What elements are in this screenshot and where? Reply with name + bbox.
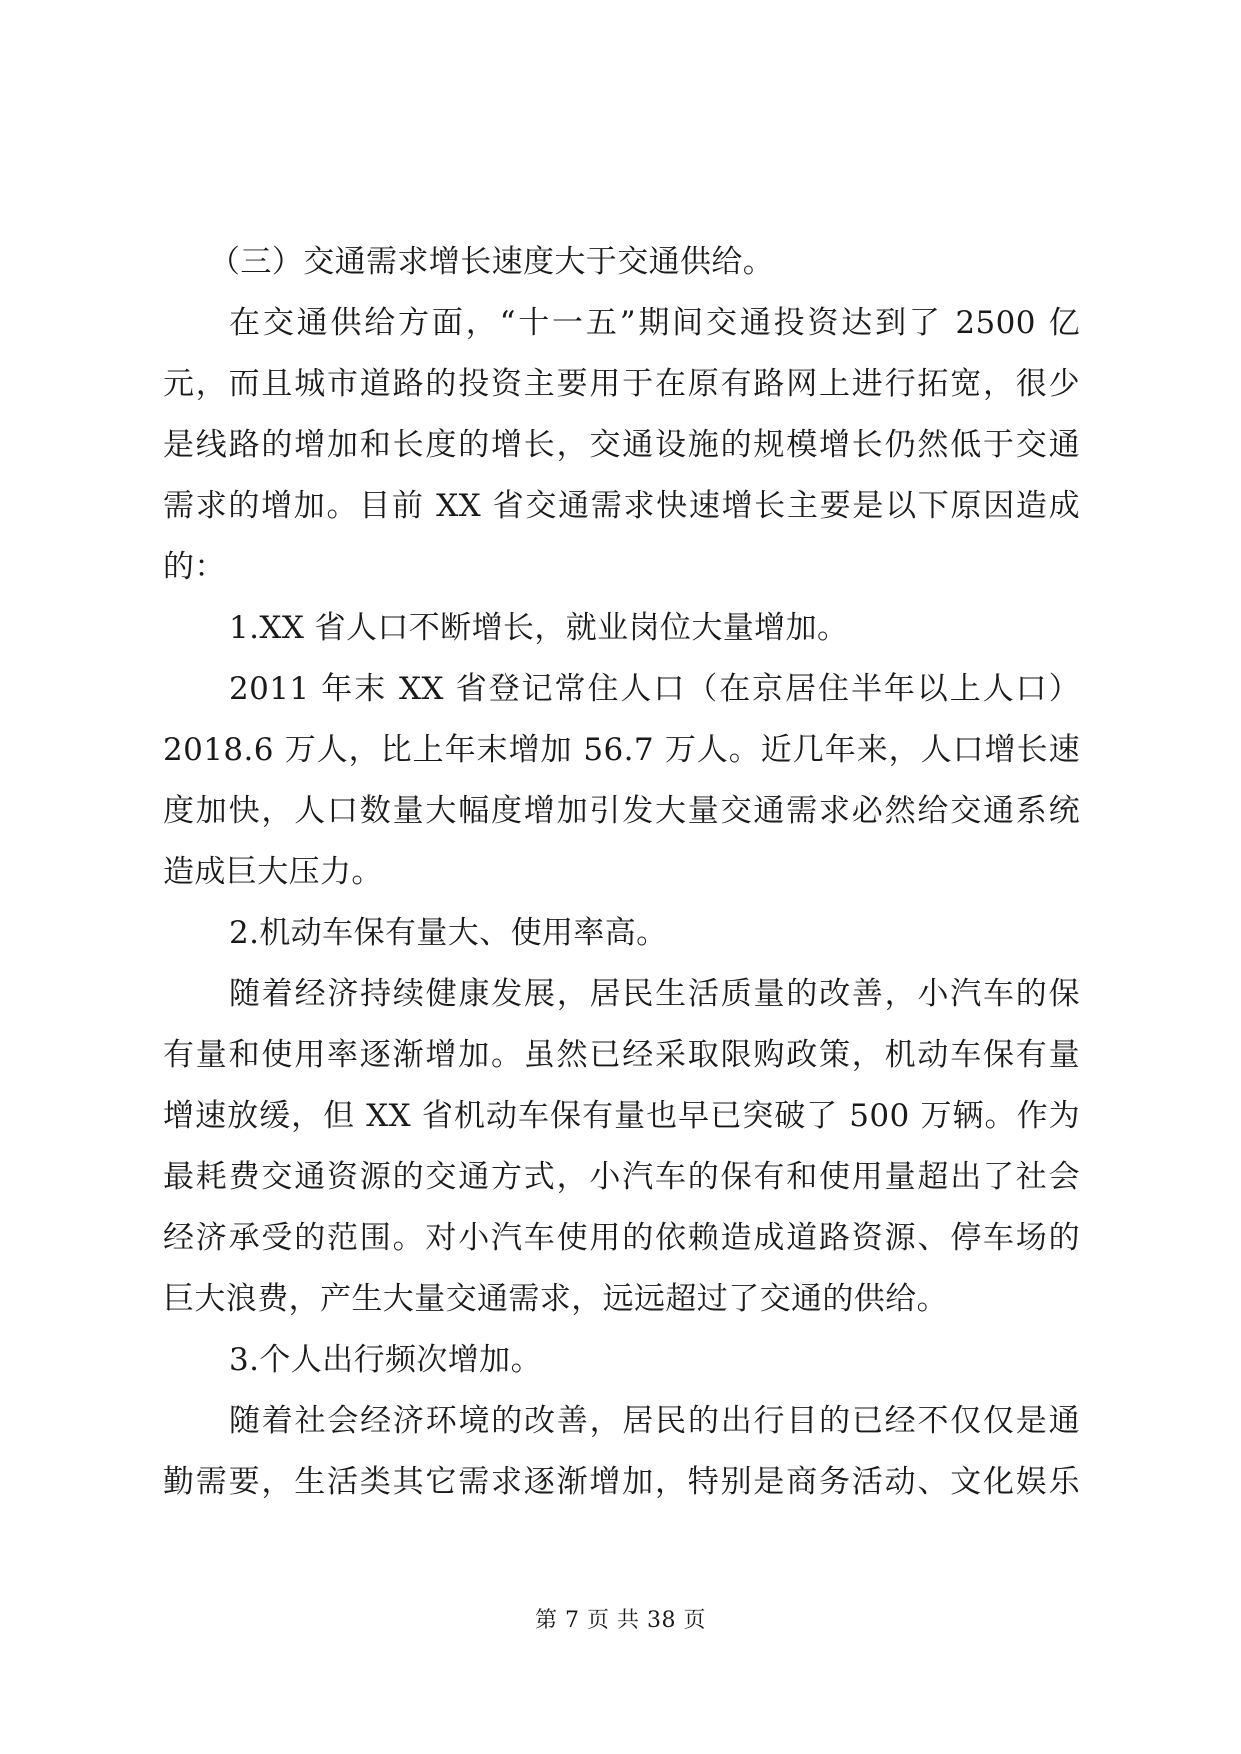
- paragraph-line: 1.XX 省人口不断增长，就业岗位大量增加。: [229, 610, 849, 646]
- paragraph-line: 经济承受的范围。对小汽车使用的依赖造成道路资源、停车场的: [163, 1220, 1080, 1256]
- paragraph-line: 的：: [163, 549, 226, 585]
- paragraph-line: 2011 年末 XX 省登记常住人口（在京居住半年以上人口）: [229, 671, 1080, 707]
- paragraph-line: 随着社会经济环境的改善，居民的出行目的已经不仅仅是通: [229, 1403, 1080, 1439]
- body-text: [163, 232, 1080, 1513]
- paragraph-line: 增速放缓，但 XX 省机动车保有量也早已突破了 500 万辆。作为: [163, 1098, 1080, 1134]
- paragraph-line: 2018.6 万人，比上年末增加 56.7 万人。近几年来，人口增长速: [163, 732, 1080, 768]
- paragraph-line: 度加快，人口数量大幅度增加引发大量交通需求必然给交通系统: [163, 793, 1080, 829]
- paragraph-line: 元，而且城市道路的投资主要用于在原有路网上进行拓宽，很少: [163, 366, 1080, 402]
- paragraph-line: 2.机动车保有量大、使用率高。: [229, 915, 668, 951]
- paragraph-line: 造成巨大压力。: [163, 854, 383, 890]
- paragraph-line: 在交通供给方面，“十一五”期间交通投资达到了 2500 亿: [229, 305, 1080, 341]
- paragraph-line: 有量和使用率逐渐增加。虽然已经采取限购政策，机动车保有量: [163, 1037, 1080, 1073]
- paragraph-line: 最耗费交通资源的交通方式，小汽车的保有和使用量超出了社会: [163, 1159, 1080, 1195]
- paragraph-line: 需求的增加。目前 XX 省交通需求快速增长主要是以下原因造成: [163, 488, 1080, 524]
- paragraph-line: 随着经济持续健康发展，居民生活质量的改善，小汽车的保: [229, 976, 1080, 1012]
- paragraph-line: 3.个人出行频次增加。: [229, 1342, 542, 1378]
- page-footer: 第 7 页 共 38 页: [535, 1608, 706, 1633]
- paragraph-line: 巨大浪费，产生大量交通需求，远远超过了交通的供给。: [163, 1281, 948, 1317]
- paragraph-line: 是线路的增加和长度的增长，交通设施的规模增长仍然低于交通: [163, 427, 1080, 463]
- section-heading: （三）交通需求增长速度大于交通供给。: [209, 244, 775, 280]
- paragraph-line: 勤需要，生活类其它需求逐渐增加，特别是商务活动、文化娱乐: [163, 1464, 1080, 1500]
